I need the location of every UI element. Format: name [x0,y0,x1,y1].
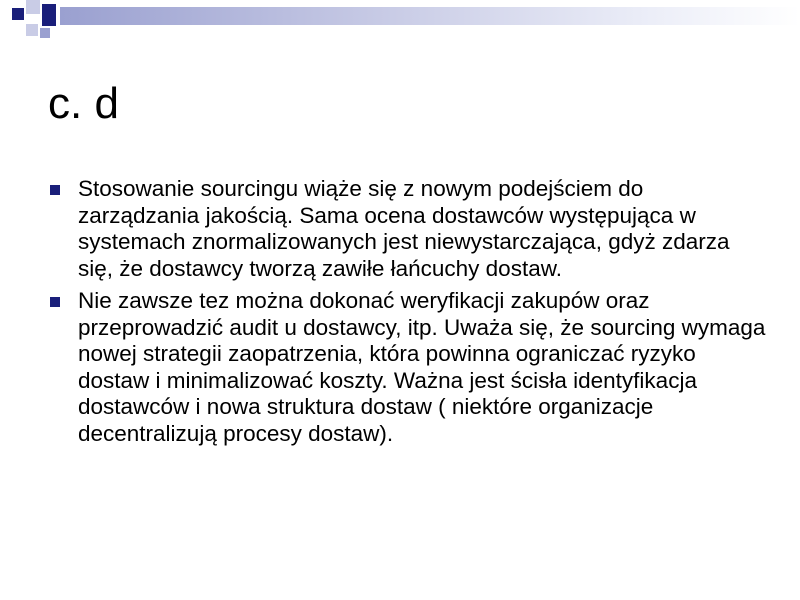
decor-square-dark [42,4,56,26]
bullet-text: Nie zawsze tez można dokonać weryfikacji zakupów oraz przeprowadzić audit u dostawcy, itp. Uważa się, że sourcing wymaga nowej strategii zaopatrzenia, która powinna ograniczać ryzyko dostaw i minimalizować koszty. Ważna jest ścisła identyfikacja dostawców i nowa struktura dostaw ( niektóre organizacje decentralizują procesy dostaw). [78,288,766,446]
bullet-item [46,176,766,282]
bullet-square-icon [50,185,60,195]
bullet-item [46,288,766,447]
decor-square-mid [40,28,50,38]
header-stripe [60,7,800,25]
decor-square-dark [12,8,24,20]
header-decoration [0,0,800,60]
bullet-text: Stosowanie sourcingu wiąże się z nowym podejściem do zarządzania jakością. Sama ocena dostawców występująca w systemach znormalizowanych jest niewystarczająca, gdyż zdarza się, że dostawcy tworzą zawiłe łańcuchy dostaw. [78,176,730,281]
decor-square-light [26,0,40,14]
bullet-list [46,176,766,453]
decor-square-light [26,24,38,36]
bullet-square-icon [50,297,60,307]
slide-title: c. d [48,79,119,128]
